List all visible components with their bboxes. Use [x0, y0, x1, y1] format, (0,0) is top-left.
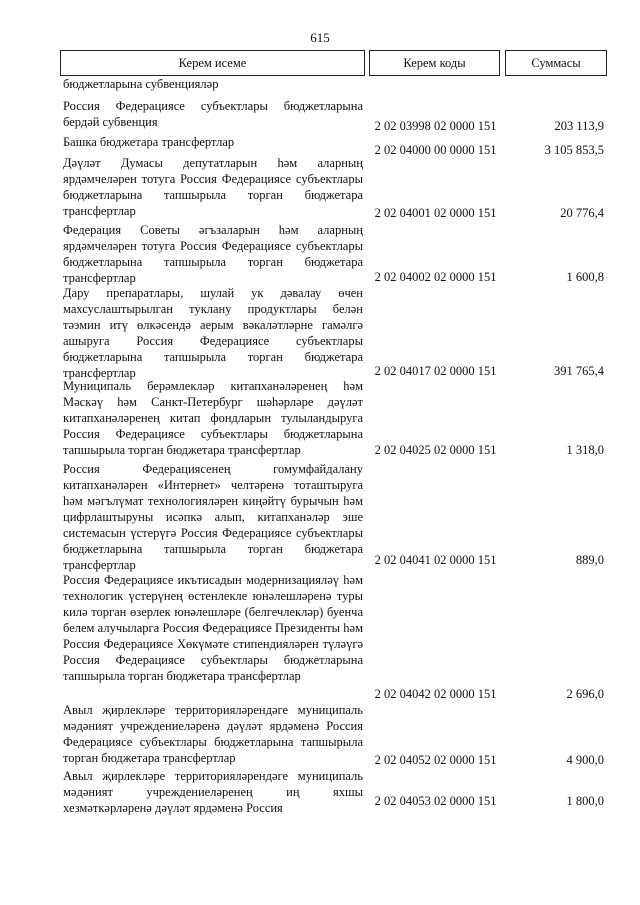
row-sum: 1 600,8 — [566, 270, 604, 284]
row-code: 2 02 04000 00 0000 151 — [374, 143, 497, 157]
row-code: 2 02 03998 02 0000 151 — [374, 119, 497, 133]
row-name: Авыл җирлекләре территорияләрендәге муниципаль мәдәният учреждениеләренә дәүләт ярдәменә Россия Федерациясе субъектлары бюджетларына тапшырыла торган бюджетара трансфертлар — [63, 703, 363, 765]
row-code: 2 02 04025 02 0000 151 — [374, 443, 497, 457]
row-sum: 1 318,0 — [566, 443, 604, 457]
column-header-sum: Суммасы — [505, 50, 607, 76]
row-code: 2 02 04001 02 0000 151 — [374, 206, 497, 220]
row-sum: 391 765,4 — [554, 364, 604, 378]
row-name: Башка бюджетара трансфертлар — [63, 135, 235, 149]
row-name: Муниципаль берәмлекләр китапханәләренең һәм Мәскәү һәм Санкт-Петербург шәһәрләре дәүләт китапханәләренең китап фондларын тулыландыруга Россия Федерациясе субъектлары бюджетларына тапшырыла торган бюджетара трансфертлар — [63, 379, 363, 457]
row-name: Россия Федерациясе икътисадын модернизацияләү һәм технологик үстерүнең өстенлекле юнәлешләренә туры килә торган өзерлек юнәлешләре (белгечлекләр) буенча белем алучыларга Россия Федерациясе Президенты һәм Россия Федерациясе Хөкүмәте стипендияләрен түләүгә Россия Федерациясе субъектлары бюджетларына тапшырыла торган бюджетара трансфертлар — [63, 573, 363, 683]
page-number: 615 — [310, 30, 330, 45]
row-code: 2 02 04041 02 0000 151 — [374, 553, 497, 567]
row-code: 2 02 04017 02 0000 151 — [374, 364, 497, 378]
row-name: бюджетларына субвенцияләр — [63, 77, 219, 91]
row-sum: 203 113,9 — [554, 119, 604, 133]
row-code: 2 02 04042 02 0000 151 — [374, 687, 497, 701]
row-name: Дәүләт Думасы депутатларын һәм аларның ярдәмчеләрен тотуга Россия Федерациясе субъектлары бюджетларына тапшырыла торган бюджетара трансфертлар — [63, 156, 363, 218]
row-sum: 20 776,4 — [560, 206, 604, 220]
column-header-name: Керем исеме — [60, 50, 365, 76]
row-code: 2 02 04052 02 0000 151 — [374, 753, 497, 767]
row-code: 2 02 04002 02 0000 151 — [374, 270, 497, 284]
row-sum: 3 105 853,5 — [544, 143, 604, 157]
row-name: Дару препаратлары, шулай ук дәвалау өчен махсуслаштырылган туклану продуктлары белән тәэмин итү өлкәсендә аерым вәкаләтләрне гамәлгә ашыруга Россия Федерациясе субъектлары бюджетларына тапшырыла торган бюджетара трансфертлар — [63, 286, 363, 380]
row-name: Авыл җирлекләре территорияләрендәге муниципаль мәдәният учреждениеләренең иң яхшы хезмәткәрләренә дәүләт ярдәменә Россия — [63, 769, 363, 815]
row-sum: 1 800,0 — [566, 794, 604, 808]
row-name: Россия Федерациясе субъектлары бюджетларына бердәй субвенция — [63, 99, 363, 129]
row-sum: 4 900,0 — [566, 753, 604, 767]
row-sum: 2 696,0 — [566, 687, 604, 701]
row-sum: 889,0 — [575, 553, 604, 567]
column-header-code: Керем коды — [369, 50, 500, 76]
row-name: Россия Федерациясенең гомумфайдалану китапханәләрен «Интернет» челтәренә тоташтыруга һәм мәгълүмат технологияләрен киңәйтү бурычын һәм цифрлаштыруны исәпкә алып, китапханәләр эше системасын үстерүгә Россия Федерациясе субъектлары бюджетларына тапшырыла торган бюджетара трансфертлар — [63, 462, 363, 572]
row-code: 2 02 04053 02 0000 151 — [374, 794, 497, 808]
row-name: Федерация Советы әгъзаларын һәм аларның ярдәмчеләрен тотуга Россия Федерациясе субъектлары бюджетларына тапшырыла торган бюджетара трансфертлар — [63, 223, 363, 285]
